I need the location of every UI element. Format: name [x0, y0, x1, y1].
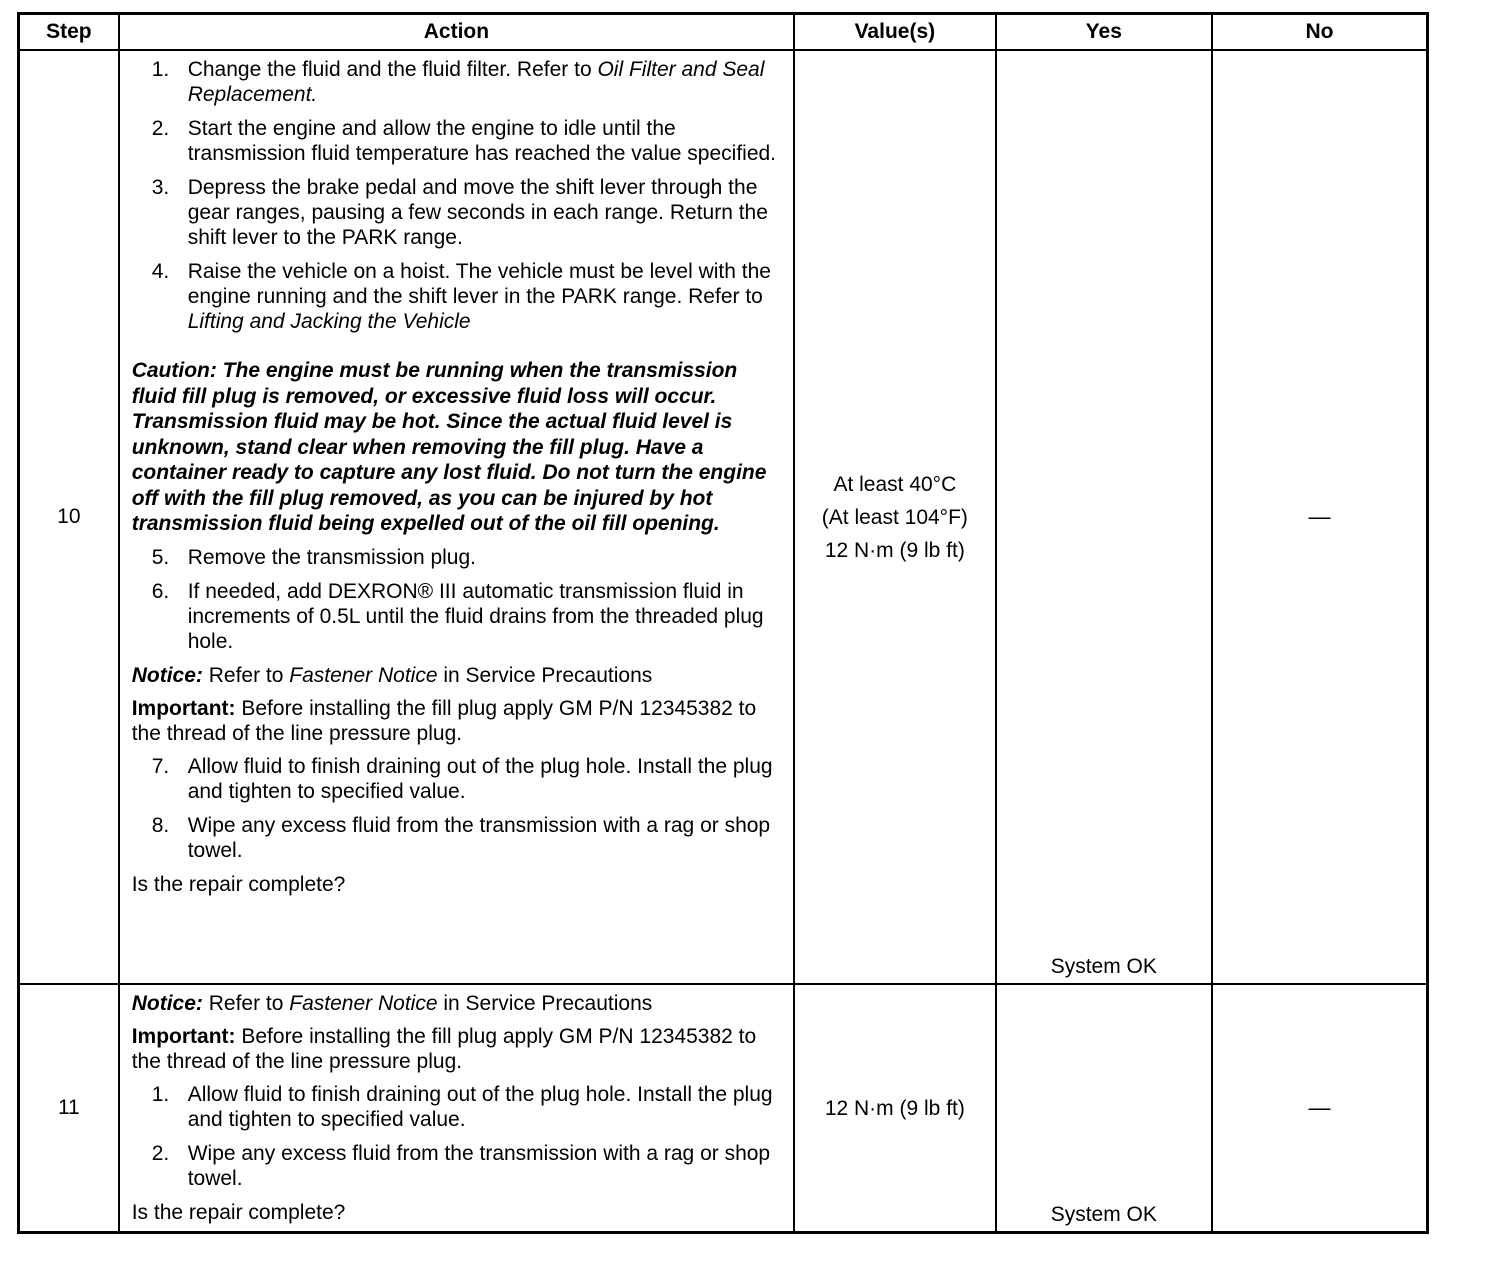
action-steps-b: [132, 545, 785, 654]
table-row-step-11: [19, 984, 1428, 1233]
header-action: Action: [119, 14, 794, 51]
yes-result: System OK: [1050, 955, 1157, 978]
action-steps: [132, 1082, 785, 1191]
caution-text: Caution: The engine must be running when the transmission fluid fill plug is removed, or excessive fluid loss will occur. Transmission fluid may be hot. Since the actual fluid level is unknown, stand clear when removing the fill plug. Have a container ready to capture any lost fluid. Do not turn the engine off with the fill plug removed, as you can be injured by hot transmission fluid being expelled out of the oil fill opening.: [131, 359, 767, 535]
list-item: 8. Wipe any excess fluid from the transmission with a rag or shop towel.: [151, 813, 771, 862]
step-number: 10: [19, 50, 119, 984]
important-text: Important: Before installing the fill plug apply GM P/N 12345382 to the thread of the line pressure plug.: [131, 1025, 757, 1073]
header-row: [19, 14, 1428, 51]
important-text: Important: Before installing the fill plug apply GM P/N 12345382 to the thread of the line pressure plug.: [131, 696, 757, 745]
action-cell: [119, 984, 794, 1233]
notice-text: Notice: Refer to Fastener Notice in Service Precautions: [131, 663, 653, 687]
value-line: 12 N·m (9 lb ft): [824, 1096, 965, 1120]
list-item: 4. Raise the vehicle on a hoist. The vehicle must be level with the engine running and the shift lever in the PARK range. Refer to Lifting and Jacking the Vehicle: [151, 260, 771, 333]
action-cell: [119, 50, 794, 984]
header-no: No: [1212, 14, 1427, 51]
yes-cell: [996, 984, 1212, 1233]
list-item: 5. Remove the transmission plug.: [151, 545, 477, 569]
no-cell: —: [1212, 984, 1427, 1233]
list-item: 1. Change the fluid and the fluid filter. Refer to Oil Filter and Seal Replacement.: [151, 58, 765, 106]
list-item: 2. Start the engine and allow the engine to idle until the transmission fluid temperature has reached the value specified.: [151, 117, 777, 165]
list-item: 2. Wipe any excess fluid from the transmission with a rag or shop towel.: [151, 1142, 771, 1190]
table-row-step-10: [19, 50, 1428, 984]
yes-result: System OK: [1050, 1203, 1157, 1226]
step-number: 11: [19, 984, 119, 1233]
header-yes: Yes: [996, 14, 1212, 51]
list-item: 6. If needed, add DEXRON® III automatic transmission fluid in increments of 0.5L until the fluid drains from the threaded plug hole.: [151, 579, 764, 653]
repair-question: Is the repair complete?: [131, 1201, 346, 1224]
value-line: At least 40°C: [833, 472, 957, 496]
header-step: Step: [19, 14, 119, 51]
values-cell: [794, 50, 995, 984]
action-steps-a: [132, 57, 785, 334]
header-values: Value(s): [794, 14, 995, 51]
diagnostic-table: [17, 12, 1429, 1234]
repair-question: Is the repair complete?: [131, 872, 346, 896]
values-cell: [794, 984, 995, 1233]
notice-text: Notice: Refer to Fastener Notice in Service Precautions: [131, 992, 653, 1015]
list-item: 3. Depress the brake pedal and move the shift lever through the gear ranges, pausing a few seconds in each range. Return the shift lever to the PARK range.: [151, 176, 768, 249]
list-item: 1. Allow fluid to finish draining out of the plug hole. Install the plug and tighten to specified value.: [151, 1083, 773, 1131]
list-item: 7. Allow fluid to finish draining out of the plug hole. Install the plug and tighten to specified value.: [151, 754, 773, 803]
value-line: (At least 104°F): [821, 505, 968, 529]
yes-cell: [996, 50, 1212, 984]
no-cell: —: [1212, 50, 1427, 984]
value-line: 12 N·m (9 lb ft): [824, 538, 965, 562]
action-steps-c: [132, 754, 785, 863]
